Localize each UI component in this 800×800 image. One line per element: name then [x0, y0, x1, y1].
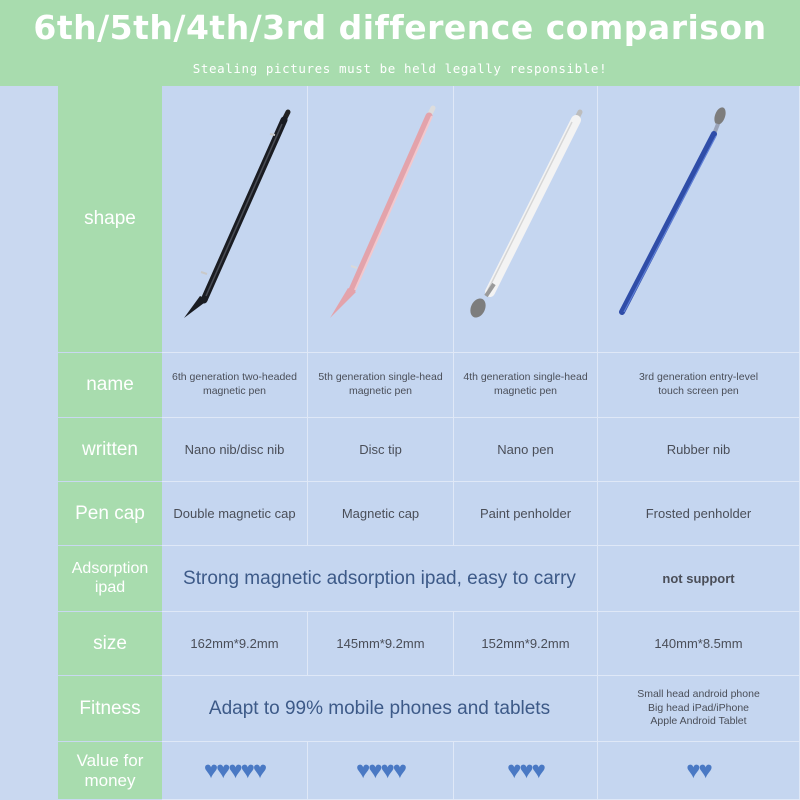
heart-icon: ♥	[240, 756, 253, 784]
pen-image-5th	[308, 86, 454, 353]
pen-image-3rd	[598, 86, 800, 353]
heart-icon: ♥	[507, 756, 520, 784]
heart-icon: ♥	[519, 756, 532, 784]
adsorption-shared-cell: Strong magnetic adsorption ipad, easy to carry	[162, 546, 598, 612]
row-value-for-money	[58, 742, 800, 800]
heart-icon: ♥	[228, 756, 241, 784]
fitness-device-line: Small head android phone	[637, 688, 760, 701]
fitness-shared-cell: Adapt to 99% mobile phones and tablets	[162, 676, 598, 742]
page-title: 6th/5th/4th/3rd difference comparison	[33, 8, 767, 47]
row-label-name: name	[58, 353, 162, 418]
row-written	[58, 418, 800, 482]
pen-3rd-illustration	[598, 86, 800, 353]
heart-rating	[454, 742, 598, 800]
heart-icon: ♥	[252, 756, 266, 784]
row-size	[58, 612, 800, 676]
fitness-device-line: Apple Android Tablet	[650, 715, 747, 728]
heart-icon: ♥	[380, 756, 393, 784]
fitness-device-line: Big head iPad/iPhone	[648, 701, 749, 714]
row-label-written: written	[58, 418, 162, 482]
header-banner	[0, 0, 800, 86]
pen-cap-cell: Frosted penholder	[598, 482, 800, 546]
row-shape	[58, 86, 800, 353]
heart-icon: ♥	[216, 756, 229, 784]
written-cell: Rubber nib	[598, 418, 800, 482]
heart-icon: ♥	[356, 756, 369, 784]
name-cell: 5th generation single-head magnetic pen	[308, 353, 454, 418]
heart-icon: ♥	[531, 756, 544, 784]
pen-cap-cell: Double magnetic cap	[162, 482, 308, 546]
pen-cap-cell: Magnetic cap	[308, 482, 454, 546]
pen-cap-cell: Paint penholder	[454, 482, 598, 546]
heart-icon: ♥	[203, 756, 217, 784]
comparison-table	[58, 86, 800, 800]
written-cell: Nano pen	[454, 418, 598, 482]
copyright-notice: Stealing pictures must be held legally responsible!	[192, 61, 608, 76]
row-label-shape: shape	[58, 86, 162, 353]
fitness-devices-cell	[598, 676, 800, 742]
heart-rating	[162, 742, 308, 800]
heart-icon: ♥	[368, 756, 381, 784]
row-pen-cap	[58, 482, 800, 546]
heart-icon: ♥	[686, 756, 699, 784]
heart-rating	[308, 742, 454, 800]
row-label-size: size	[58, 612, 162, 676]
row-adsorption	[58, 546, 800, 612]
heart-icon: ♥	[698, 756, 711, 784]
pen-5th-illustration	[308, 86, 454, 353]
pen-image-4th	[454, 86, 598, 353]
row-label-value: Value for money	[58, 742, 162, 800]
adsorption-not-support-cell: not support	[598, 546, 800, 612]
written-cell: Nano nib/disc nib	[162, 418, 308, 482]
row-fitness	[58, 676, 800, 742]
size-cell: 140mm*8.5mm	[598, 612, 800, 676]
pen-6th-illustration	[162, 86, 308, 353]
row-label-pen-cap: Pen cap	[58, 482, 162, 546]
size-cell: 145mm*9.2mm	[308, 612, 454, 676]
row-label-adsorption: Adsorption ipad	[58, 546, 162, 612]
size-cell: 152mm*9.2mm	[454, 612, 598, 676]
written-cell: Disc tip	[308, 418, 454, 482]
heart-icon: ♥	[392, 756, 405, 784]
name-cell: 4th generation single-head magnetic pen	[454, 353, 598, 418]
row-name	[58, 353, 800, 418]
pen-image-6th	[162, 86, 308, 353]
pen-4th-illustration	[454, 86, 598, 353]
name-cell: 3rd generation entry-level touch screen pen	[598, 353, 800, 418]
heart-rating	[598, 742, 800, 800]
left-margin	[0, 86, 58, 800]
name-cell: 6th generation two-headed magnetic pen	[162, 353, 308, 418]
size-cell: 162mm*9.2mm	[162, 612, 308, 676]
row-label-fitness: Fitness	[58, 676, 162, 742]
